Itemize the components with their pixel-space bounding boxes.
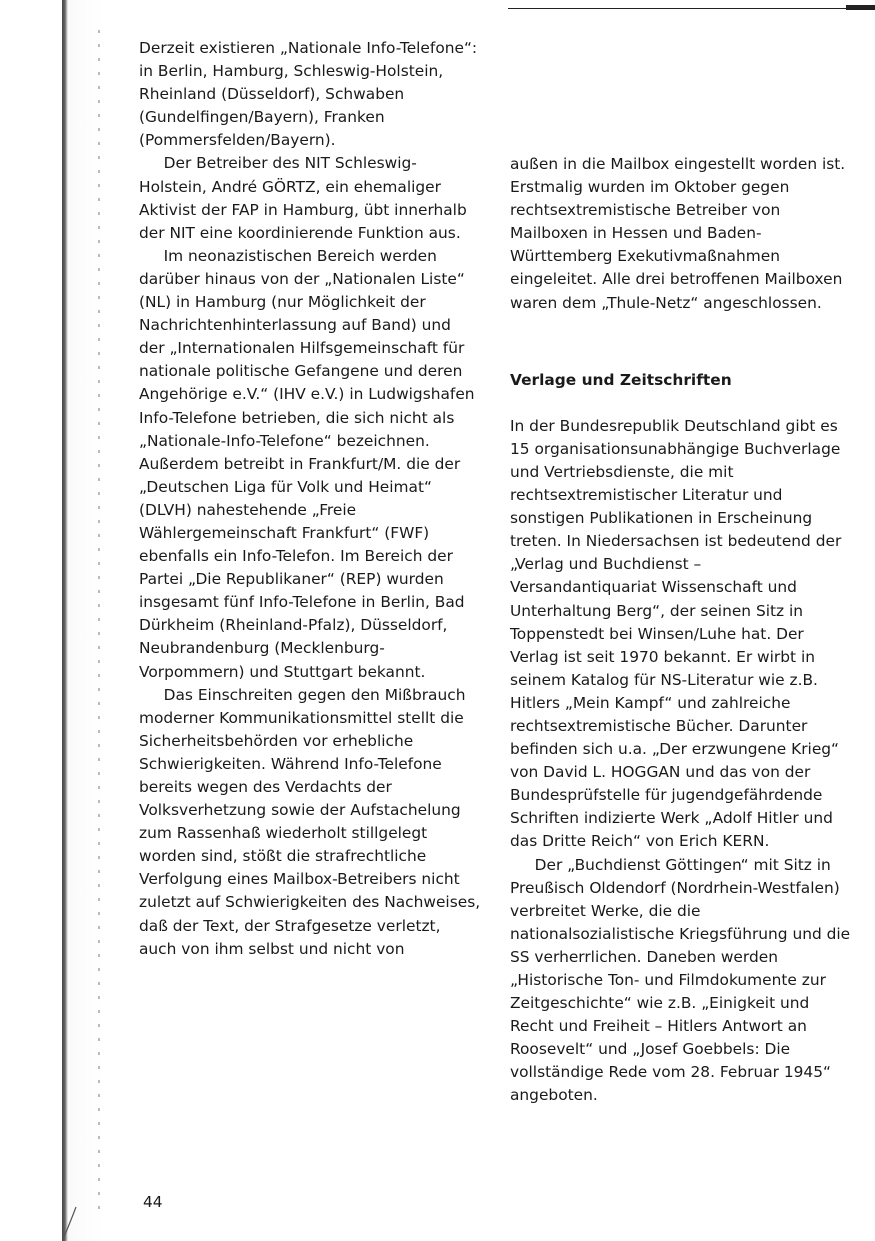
paragraph-buchverlage: In der Bundesrepublik Deutschland gibt es 15 organisationsunabhängige Buchverlage und Vertriebsdienste, die mit rechtsextremistischer Literatur und sonstigen Publikationen in Erscheinung treten. In Niedersachsen ist bedeutend der „Verlag und Buchdienst – Versandantiquariat Wissenschaft und Unterhaltung Berg“, der seinen Sitz in Toppenstedt bei Winsen/Luhe hat. Der Verlag ist seit 1970 bekannt. Er wirbt in seinem Katalog für NS-Literatur wie z.B. Hitlers „Mein Kampf“ und zahlreiche rechtsextremistische Bücher. Darunter befinden sich u.a. „Der erzwungene Krieg“ von David L. HOGGAN und das von der Bundesprüfstelle für jugendgefährdende Schriften indizierte Werk „Adolf Hitler und das Dritte Reich“ von Erich KERN.	[510, 416, 842, 851]
paragraph-neonazistisch: Im neonazistischen Bereich werden darüber hinaus von der „Nationalen Liste“ (NL) in Hamburg (nur Möglichkeit der Nachrichtenhinterlassung auf Band) und der „Internationalen Hilfsgemeinschaft für nationale politische Gefangene und deren Angehörige e.V.“ (IHV e.V.) in Ludwigshafen Info-Telefone betrieben, die sich nicht als „Nationale-Info-Telefone“ bezeichnen. Außerdem betreibt in Frankfurt/M. die der „Deutschen Liga für Volk und Heimat“ (DLVH) nahestehende „Freie Wählergemeinschaft Frankfurt“ (FWF) ebenfalls ein Info-Telefon. Im Bereich der Partei „Die Republikaner“ (REP) wurden insgesamt fünf Info-Telefone in Berlin, Bad Dürkheim (Rheinland-Pfalz), Düsseldorf, Neubrandenburg (Mecklenburg-Vorpommern) und Stuttgart bekannt.	[139, 246, 475, 681]
page-number: 44	[143, 1193, 163, 1211]
header-rule-mark	[846, 5, 875, 10]
paragraph-nit-betreiber: Der Betreiber des NIT Schleswig-Holstein, André GÖRTZ, ein ehemaliger Aktivist der FAP in Hamburg, übt innerhalb der NIT eine koordinierende Funktion aus.	[139, 154, 467, 242]
paragraph-buchdienst-goettingen: Der „Buchdienst Göttingen“ mit Sitz in Preußisch Oldendorf (Nordrhein-Westfalen) verbreitet Werke, die die nationalsozialistische Kriegsführung und die SS verherrlichen. Daneben werden „Historische Ton- und Filmdokumente zur Zeitgeschichte“ wie z.B. „Einigkeit und Recht und Freiheit – Hitlers Antwort an Roosevelt“ und „Josef Goebbels: Die vollständige Rede vom 28. Februar 1945“ angeboten.	[510, 855, 851, 1105]
scan-binding-edge	[62, 0, 104, 1241]
paragraph-einschreiten: Das Einschreiten gegen den Mißbrauch moderner Kommunikationsmittel stellt die Sicherheitsbehörden vor erhebliche Schwierigkeiten. Während Info-Telefone bereits wegen des Verdachts der Volksverhetzung sowie der Aufstachelung zum Rassenhaß wiederholt stillgelegt worden sind, stößt die strafrechtliche Verfolgung eines Mailbox-Betreibers nicht zuletzt auf Schwierigkeiten des Nachweises, daß der Text, der Strafgesetze verletzt, auch von ihm selbst und nicht von	[139, 685, 481, 958]
paragraph-info-telefone: Derzeit existieren „Nationale Info-Telefone“: in Berlin, Hamburg, Schleswig-Holstein, Rheinland (Düsseldorf), Schwaben (Gundelfingen/Bayern), Franken (Pommersfelden/Bayern).	[139, 39, 478, 150]
pen-stroke-mark	[62, 1205, 80, 1239]
binding-holes	[98, 30, 100, 1210]
left-column	[139, 37, 481, 961]
header-rule	[508, 8, 848, 9]
right-column	[510, 153, 852, 1108]
paragraph-mailbox-continuation: außen in die Mailbox eingestellt worden ist. Erstmalig wurden im Oktober gegen rechtsextremistische Betreiber von Mailboxen in Hessen und Baden-Württemberg Exekutivmaßnahmen eingeleitet. Alle drei betroffenen Mailboxen waren dem „Thule-Netz“ angeschlossen.	[510, 155, 846, 312]
section-heading-verlage: Verlage und Zeitschriften	[510, 370, 732, 389]
